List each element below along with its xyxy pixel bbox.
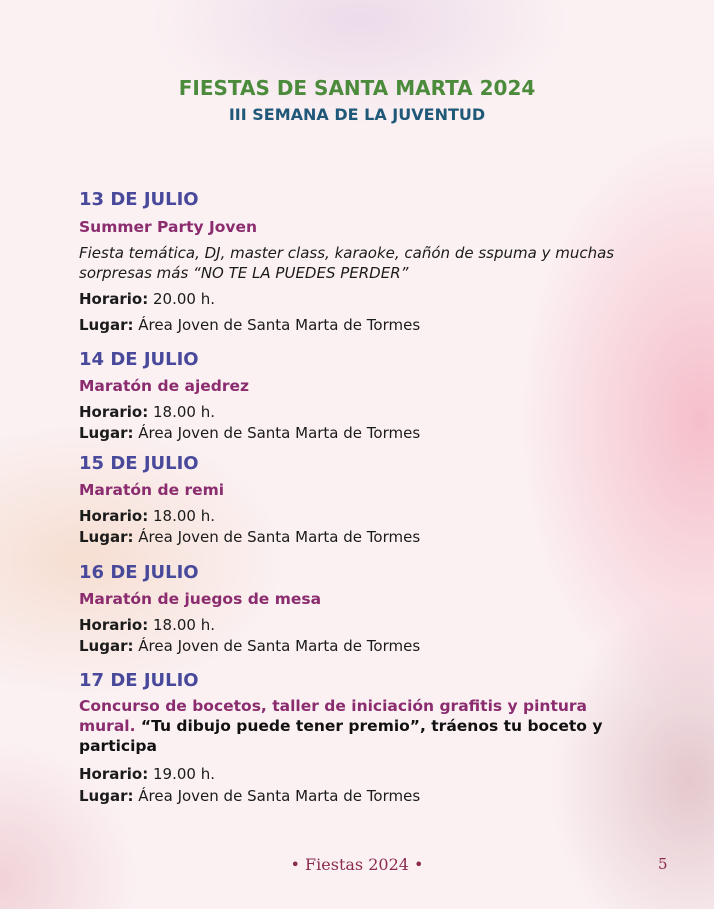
- event-horario: Horario: 18.00 h.: [79, 507, 216, 525]
- event-name: mural. “Tu dibujo puede tener premio”, tráenos tu boceto y: [79, 717, 603, 735]
- page-title: FIESTAS DE SANTA MARTA 2024: [178, 76, 536, 100]
- event-name: Summer Party Joven: [79, 218, 258, 236]
- event-lugar: Lugar: Área Joven de Santa Marta de Tormes: [79, 316, 421, 334]
- footer: • Fiestas 2024 •: [290, 855, 424, 874]
- event-horario: Horario: 18.00 h.: [79, 403, 216, 421]
- event-date: 17 DE JULIO: [79, 670, 199, 691]
- event-date: 14 DE JULIO: [79, 349, 199, 370]
- event-date: 15 DE JULIO: [79, 453, 199, 474]
- event-name: Maratón de ajedrez: [79, 377, 250, 395]
- event-lugar: Lugar: Área Joven de Santa Marta de Tormes: [79, 528, 421, 546]
- event-lugar: Lugar: Área Joven de Santa Marta de Tormes: [79, 787, 421, 805]
- event-description: Fiesta temática, DJ, master class, karaoke, cañón de sspuma y muchas: [79, 244, 615, 262]
- event-name: participa: [79, 737, 157, 755]
- event-lugar: Lugar: Área Joven de Santa Marta de Tormes: [79, 424, 421, 442]
- page-number: 5: [658, 855, 668, 873]
- event-description: sorpresas más “NO TE LA PUEDES PERDER”: [79, 264, 409, 282]
- event-date: 13 DE JULIO: [79, 189, 199, 210]
- event-name: Concurso de bocetos, taller de iniciación grafitis y pintura: [79, 697, 587, 715]
- event-horario: Horario: 19.00 h.: [79, 765, 216, 783]
- event-date: 16 DE JULIO: [79, 562, 199, 583]
- event-horario: Horario: 20.00 h.: [79, 290, 216, 308]
- event-lugar: Lugar: Área Joven de Santa Marta de Tormes: [79, 637, 421, 655]
- event-name: Maratón de remi: [79, 481, 225, 499]
- page-subtitle: III SEMANA DE LA JUVENTUD: [228, 105, 486, 124]
- event-name: Maratón de juegos de mesa: [79, 590, 322, 608]
- event-horario: Horario: 18.00 h.: [79, 616, 216, 634]
